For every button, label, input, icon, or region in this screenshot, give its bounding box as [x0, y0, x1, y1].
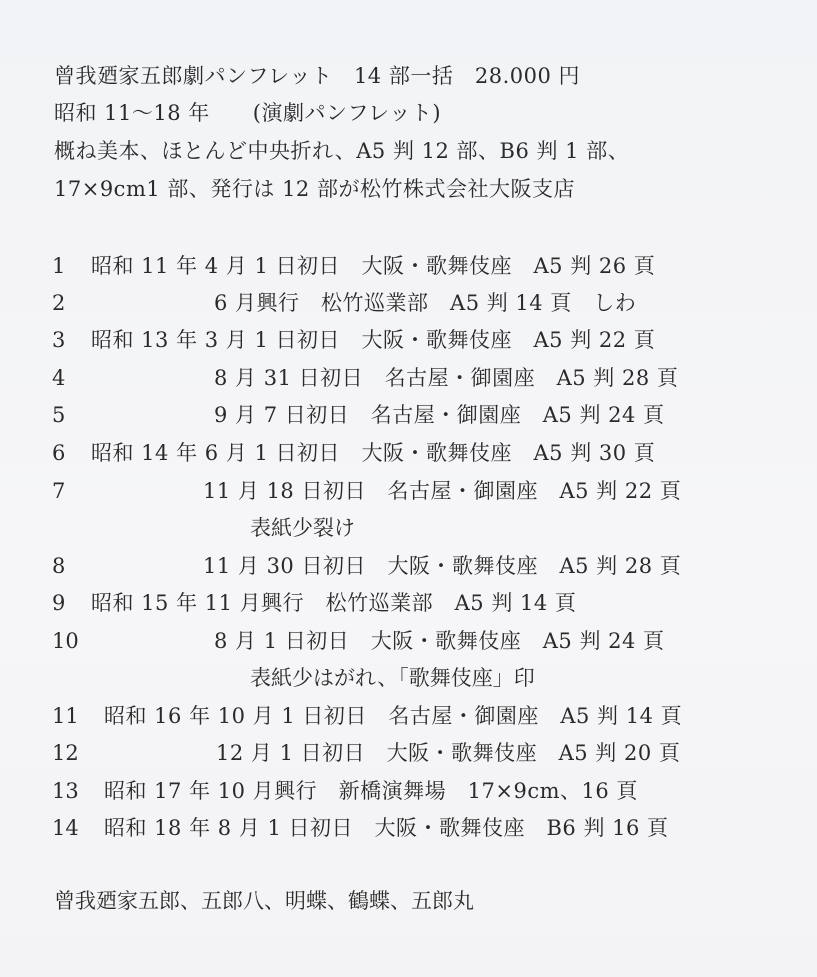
item-text: 8 月 31 日初日 名古屋・御園座 A5 判 28 頁 [214, 366, 679, 390]
item-number: 3 [52, 328, 66, 352]
item-text: 11 月 18 日初日 名古屋・御園座 A5 判 22 頁 [203, 479, 682, 503]
item-text: 昭和 17 年 10 月興行 新橋演舞場 17×9cm、16 頁 [104, 779, 638, 803]
item-text: 8 月 1 日初日 大阪・歌舞伎座 A5 判 24 頁 [214, 629, 665, 653]
item-text: 昭和 18 年 8 月 1 日初日 大阪・歌舞伎座 B6 判 16 頁 [104, 816, 669, 840]
item-number: 6 [52, 441, 66, 465]
item-text: 12 月 1 日初日 大阪・歌舞伎座 A5 判 20 頁 [216, 741, 681, 765]
header-line-condition: 概ね美本、ほとんど中央折れ、A5 判 12 部、B6 判 1 部、 [54, 139, 630, 163]
item-number: 7 [52, 479, 66, 503]
item-number: 12 [52, 741, 79, 765]
item-text: 昭和 16 年 10 月 1 日初日 名古屋・御園座 A5 判 14 頁 [104, 704, 683, 728]
item-number: 5 [52, 403, 66, 427]
item-note: 表紙少裂け [250, 516, 355, 540]
header-line-publisher: 17×9cm1 部、発行は 12 部が松竹株式会社大阪支店 [54, 177, 575, 201]
item-text: 昭和 11 年 4 月 1 日初日 大阪・歌舞伎座 A5 判 26 頁 [91, 254, 656, 278]
cast-list: 曾我廼家五郎、五郎八、明蝶、鶴蝶、五郎丸 [54, 889, 474, 913]
item-number: 13 [52, 779, 79, 803]
header-line-period: 昭和 11〜18 年 (演劇パンフレット) [54, 101, 442, 125]
item-number: 14 [52, 816, 79, 840]
item-number: 10 [52, 629, 79, 653]
item-text: 昭和 14 年 6 月 1 日初日 大阪・歌舞伎座 A5 判 30 頁 [91, 441, 656, 465]
item-text: 11 月 30 日初日 大阪・歌舞伎座 A5 判 28 頁 [203, 554, 682, 578]
item-text: 昭和 15 年 11 月興行 松竹巡業部 A5 判 14 頁 [91, 591, 577, 615]
item-text: 昭和 13 年 3 月 1 日初日 大阪・歌舞伎座 A5 判 22 頁 [91, 328, 656, 352]
header-line-title: 曾我廼家五郎劇パンフレット 14 部一括 28.000 円 [54, 64, 580, 88]
item-number: 9 [52, 591, 66, 615]
item-number: 1 [52, 254, 66, 278]
item-number: 4 [52, 366, 66, 390]
item-text: 6 月興行 松竹巡業部 A5 判 14 頁 しわ [214, 291, 637, 315]
item-number: 8 [52, 554, 66, 578]
item-note: 表紙少はがれ、「歌舞伎座」印 [250, 666, 535, 690]
item-text: 9 月 7 日初日 名古屋・御園座 A5 判 24 頁 [214, 403, 665, 427]
item-number: 2 [52, 291, 66, 315]
item-number: 11 [52, 704, 79, 728]
